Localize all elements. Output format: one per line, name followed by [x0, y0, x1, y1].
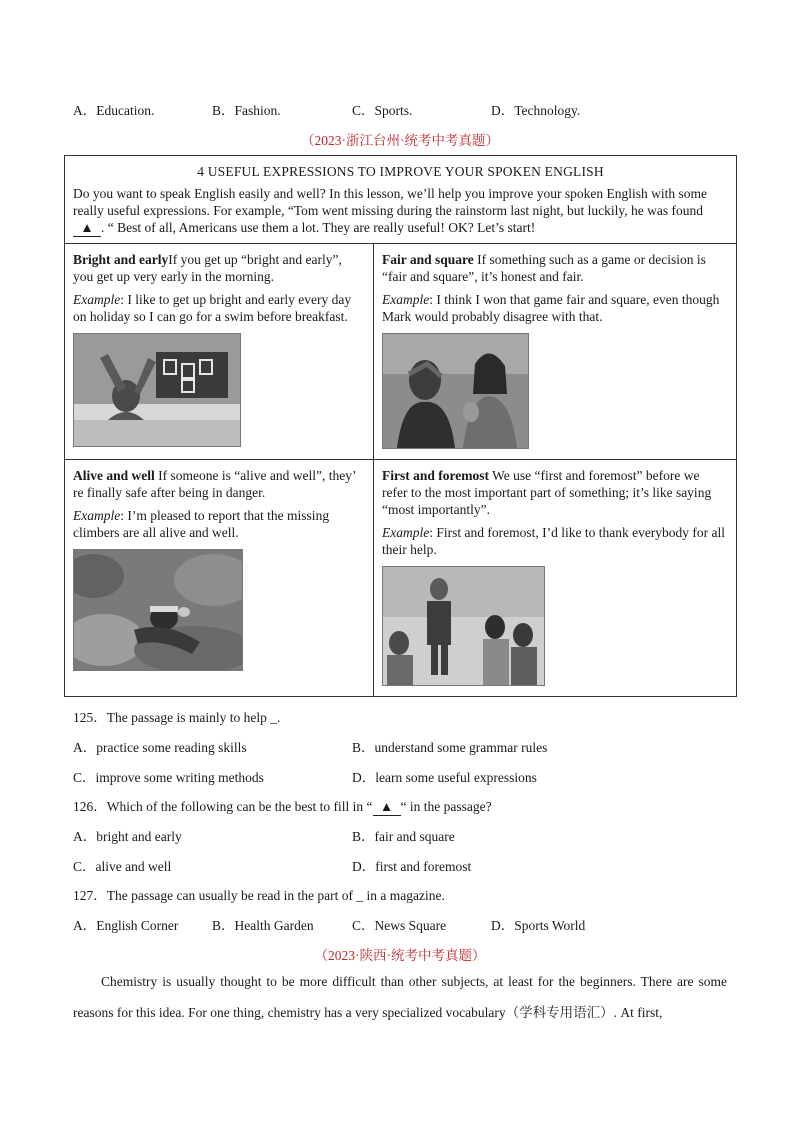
definition: We use “first and foremost” before we refer to the most important part of something; it’s like saying “most importantly”.: [382, 468, 712, 517]
q127-option-a: A．English Corner: [73, 918, 179, 933]
q126-option-a: A．bright and early: [73, 829, 182, 844]
previous-question-options: [0, 99, 800, 117]
q126-stem-text-end: “ in the passage?: [400, 799, 492, 814]
example-text: : I’m pleased to report that the missing climbers are all alive and well.: [73, 508, 330, 540]
question-126-stem: [73, 795, 492, 816]
definition: If someone is “alive and well”, they’ re finally safe after being in danger.: [73, 468, 356, 500]
q127-option-c: C．News Square: [352, 918, 447, 933]
q125-option-c: C．improve some writing methods: [73, 770, 264, 785]
photo-climber-on-rocks: [73, 549, 243, 671]
term-bright-and-early: Bright and early: [73, 252, 169, 267]
source-label-shaanxi: （2023·陕西·统考中考真题）: [314, 948, 486, 963]
photo-man-stretching-in-bed: [73, 333, 241, 447]
q127-options: [0, 914, 800, 932]
example-text: : First and foremost, I’d like to thank everybody for all their help.: [382, 525, 726, 557]
intro-blank: ▲: [73, 219, 101, 237]
option-d: D．Technology.: [491, 103, 581, 118]
example-label: Example: [73, 508, 121, 523]
q125-option-b: B．understand some grammar rules: [352, 740, 548, 755]
option-b: B．Fashion.: [212, 103, 281, 118]
source-label-taizhou: （2023·浙江台州·统考中考真题）: [301, 133, 499, 148]
q127-option-d: D．Sports World: [491, 918, 586, 933]
question-125-stem: 125．The passage is mainly to help _.: [73, 710, 281, 725]
expression-cell-bright-and-early: [65, 244, 374, 460]
expression-cell-first-and-foremost: [374, 460, 737, 697]
q125-option-a: A．practice some reading skills: [73, 740, 247, 755]
q126-blank: ▲: [373, 799, 401, 816]
example-label: Example: [382, 525, 430, 540]
question-127-stem: 127．The passage can usually be read in the part of _ in a magazine.: [73, 888, 445, 903]
expression-cell-alive-and-well: [65, 460, 374, 697]
photo-meeting-presentation: [382, 566, 545, 686]
example-label: Example: [73, 292, 121, 307]
article-header-cell: [65, 156, 737, 244]
photo-two-people-arguing: [382, 333, 529, 449]
term-fair-and-square: Fair and square: [382, 252, 474, 267]
example-text: : I like to get up bright and early every day on holiday so I can go for a swim before breakfast.: [73, 292, 352, 324]
option-c: C．Sports.: [352, 103, 413, 118]
q127-option-b: B．Health Garden: [212, 918, 314, 933]
q126-stem-text: 126．Which of the following can be the best to fill in “: [73, 799, 373, 814]
example-label: Example: [382, 292, 430, 307]
definition: If you get up “bright and early”, you get up very early in the morning.: [73, 252, 342, 284]
q126-option-b: B．fair and square: [352, 829, 455, 844]
article-box: [64, 155, 737, 697]
q126-option-d: D．first and foremost: [352, 859, 472, 874]
term-alive-and-well: Alive and well: [73, 468, 155, 483]
chemistry-passage: Chemistry is usually thought to be more difficult than other subjects, at least for the beginners. There are some reasons for this idea. For one thing, chemistry has a very specialized vocabulary（学科专用语汇）. At first,: [73, 974, 727, 1020]
intro-text: Do you want to speak English easily and well? In this lesson, we’ll help you improve your spoken English with some really useful expressions. For example, “Tom went missing during the rainstorm last night, but luckily, he was found: [73, 186, 708, 218]
definition: If something such as a game or decision is “fair and square”, it’s honest and fair.: [382, 252, 706, 284]
article-intro: [73, 185, 728, 237]
example-text: : I think I won that game fair and square, even though Mark would probably disagree with that.: [382, 292, 720, 324]
article-title: 4 USEFUL EXPRESSIONS TO IMPROVE YOUR SPOKEN ENGLISH: [197, 164, 604, 179]
q126-option-c: C．alive and well: [73, 859, 172, 874]
term-first-and-foremost: First and foremost: [382, 468, 489, 483]
q125-option-d: D．learn some useful expressions: [352, 770, 537, 785]
expression-cell-fair-and-square: [374, 244, 737, 460]
option-a: A．Education.: [73, 103, 155, 118]
intro-text-end: . “ Best of all, Americans use them a lot. They are really useful! OK? Let’s start!: [101, 220, 536, 235]
